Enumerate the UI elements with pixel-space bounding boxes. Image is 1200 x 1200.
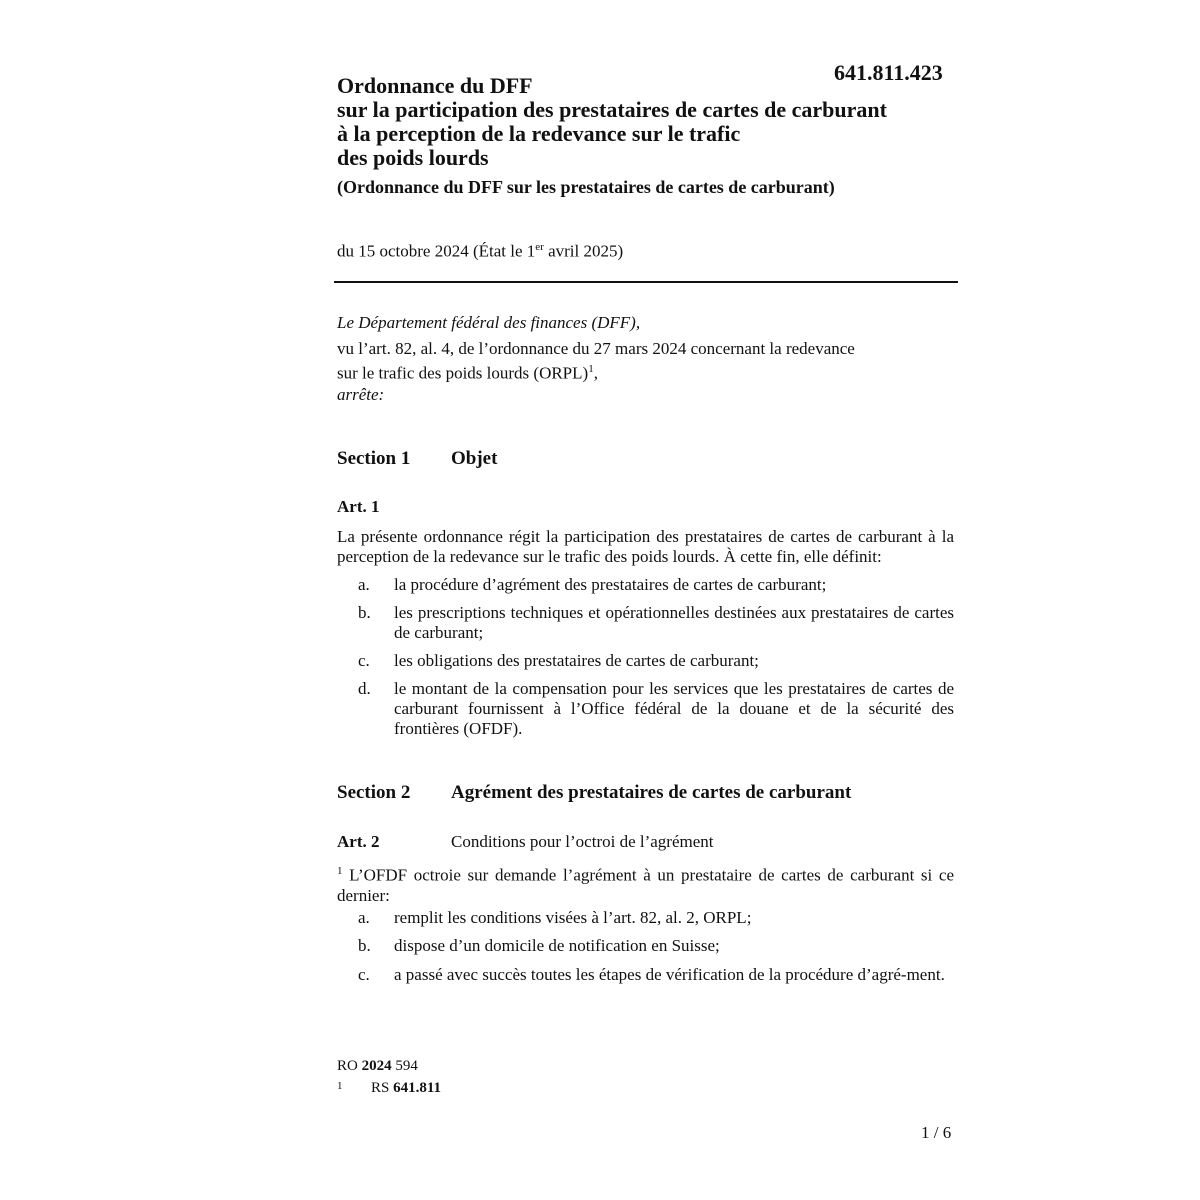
paragraph-text: L’OFDF octroie sur demande l’agrément à un prestataire de cartes de carburant si ce dernier: xyxy=(337,865,954,905)
list-item-mark: c. xyxy=(358,965,370,984)
preamble-line: vu l’art. 82, al. 4, de l’ordonnance du 27 mars 2024 concernant la redevance xyxy=(337,339,855,358)
date-suffix: avril 2025) xyxy=(543,241,624,261)
list-item: les obligations des prestataires de cartes de carburant; xyxy=(394,651,759,670)
section-1-number: Section 1 xyxy=(337,448,411,469)
list-item: remplit les conditions visées à l’art. 82, al. 2, ORPL; xyxy=(394,908,752,927)
preamble-authority: Le Département fédéral des finances (DFF), xyxy=(337,313,641,332)
list-item: la procédure d’agrément des prestataires de cartes de carburant; xyxy=(394,575,827,594)
footer-ro-reference xyxy=(337,1058,418,1075)
list-item: a passé avec succès toutes les étapes de vérification de la procédure d’agré-ment. xyxy=(394,965,945,984)
ro-year: 2024 xyxy=(361,1058,392,1074)
paragraph-number: 1 xyxy=(337,865,343,877)
date-prefix: du 15 octobre 2024 (État le 1 xyxy=(337,241,536,261)
document-date xyxy=(337,241,623,262)
list-item: le montant de la compensation pour les services que les prestataires de cartes de carburant fournissent à l’Office fédéral de la douane et de la sécurité des frontières (OFDF). xyxy=(394,679,954,738)
footnote-prefix: RS xyxy=(371,1080,394,1096)
article-2-heading: Conditions pour l’octroi de l’agrément xyxy=(451,832,714,851)
footnote-text xyxy=(371,1080,441,1097)
article-2-label: Art. 2 xyxy=(337,832,380,851)
title-line: Ordonnance du DFF xyxy=(337,73,533,98)
preamble-text-end: , xyxy=(593,363,598,383)
article-1-label: Art. 1 xyxy=(337,497,380,516)
list-item: les prescriptions techniques et opérationnelles destinées aux prestataires de cartes de carburant; xyxy=(394,603,954,642)
section-2-title: Agrément des prestataires de cartes de carburant xyxy=(451,782,852,803)
document-number: 641.811.423 xyxy=(834,60,943,85)
footnote-link[interactable]: 641.811 xyxy=(393,1080,442,1096)
section-1-title: Objet xyxy=(451,448,498,469)
ro-prefix: RO xyxy=(337,1058,362,1074)
article-1-intro: La présente ordonnance régit la participation des prestataires de cartes de carburant à la perception de la redevance sur le trafic des poids lourds. À cette fin, elle définit: xyxy=(337,527,954,566)
page-number: 1 / 6 xyxy=(921,1123,952,1142)
list-item-mark: b. xyxy=(358,603,371,622)
list-item-mark: a. xyxy=(358,908,370,927)
footnote-ref-link[interactable]: 1 xyxy=(588,363,594,375)
list-item-mark: c. xyxy=(358,651,370,670)
list-item-mark: b. xyxy=(358,936,371,955)
section-2-number: Section 2 xyxy=(337,782,411,803)
header-divider xyxy=(334,281,958,283)
list-item-mark: d. xyxy=(358,679,371,698)
article-2-paragraph-1 xyxy=(337,861,954,906)
preamble-decree: arrête: xyxy=(337,385,385,404)
title-line: des poids lourds xyxy=(337,145,489,170)
title-line: à la perception de la redevance sur le trafic xyxy=(337,121,741,146)
title-line: sur la participation des prestataires de cartes de carburant xyxy=(337,97,887,122)
ro-page: 594 xyxy=(391,1058,418,1074)
preamble-text: sur le trafic des poids lourds (ORPL) xyxy=(337,363,589,383)
document-title xyxy=(337,74,977,170)
footnote-mark: 1 xyxy=(337,1080,343,1092)
list-item-mark: a. xyxy=(358,575,370,594)
document-subtitle: (Ordonnance du DFF sur les prestataires de cartes de carburant) xyxy=(337,177,835,197)
date-sup: er xyxy=(535,241,544,253)
preamble-line xyxy=(337,359,598,384)
list-item: dispose d’un domicile de notification en Suisse; xyxy=(394,936,720,955)
